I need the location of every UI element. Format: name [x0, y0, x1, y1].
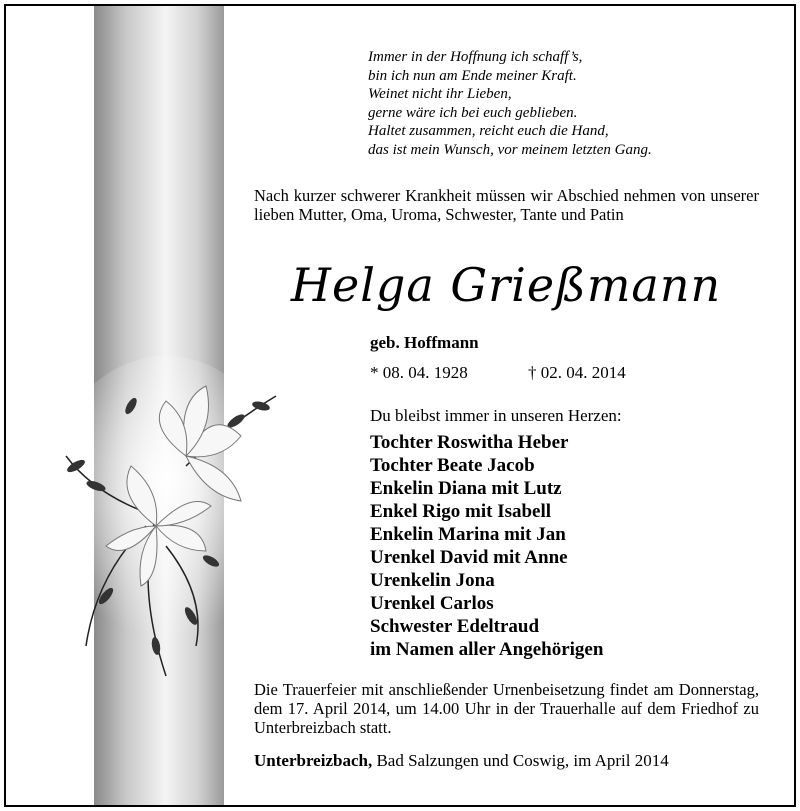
intro-text: Nach kurzer schwerer Krankheit müssen wir Abschied nehmen von unserer lieben Mutter, Oma, Uroma, Schwester, Tante und Patin: [254, 186, 759, 224]
mourners-list: [370, 431, 603, 661]
mourner: Enkel Rigo mit Isabell: [370, 501, 552, 522]
life-dates: [370, 363, 626, 383]
mourner: Enkelin Diana mit Lutz: [370, 478, 562, 499]
lily-bouquet-icon: [36, 346, 286, 686]
mourner: Urenkelin Jona: [370, 570, 495, 591]
poem-line: bin ich nun am Ende meiner Kraft.: [368, 67, 577, 84]
obituary-frame: [4, 4, 796, 807]
mourner: Tochter Roswitha Heber: [370, 432, 569, 453]
mourner: Enkelin Marina mit Jan: [370, 524, 566, 545]
poem-line: Haltet zusammen, reicht euch die Hand,: [368, 123, 609, 139]
poem-line: Immer in der Hoffnung ich schaff’s,: [368, 49, 583, 65]
maiden-name: geb. Hoffmann: [370, 333, 479, 352]
mourner: Urenkel David mit Anne: [370, 547, 568, 568]
deceased-name: Helga Grießmann: [290, 258, 722, 312]
poem: [368, 48, 652, 159]
poem-line: das ist mein Wunsch, vor meinem letzten Gang.: [368, 141, 652, 158]
place-town: Unterbreizbach,: [254, 751, 373, 770]
funeral-details: Die Trauerfeier mit anschließender Urnenbeisetzung findet am Donnerstag, dem 17. April 2014, um 14.00 Uhr in der Trauerhalle auf dem Friedhof zu Unterbreizbach statt.: [254, 680, 759, 737]
poem-line: Weinet nicht ihr Lieben,: [368, 86, 512, 102]
mourner: Tochter Beate Jacob: [370, 455, 535, 476]
death-date: † 02. 04. 2014: [528, 363, 626, 382]
birth-date: * 08. 04. 1928: [370, 363, 468, 382]
mourner: Urenkel Carlos: [370, 593, 494, 614]
place-rest: Bad Salzungen und Coswig, im April 2014: [372, 751, 669, 770]
closing-line: Du bleibst immer in unseren Herzen:: [370, 406, 622, 425]
poem-line: gerne wäre ich bei euch geblieben.: [368, 104, 578, 121]
place-date-line: [254, 751, 669, 771]
mourner: im Namen aller Angehörigen: [370, 639, 604, 660]
mourner: Schwester Edeltraud: [370, 616, 540, 637]
